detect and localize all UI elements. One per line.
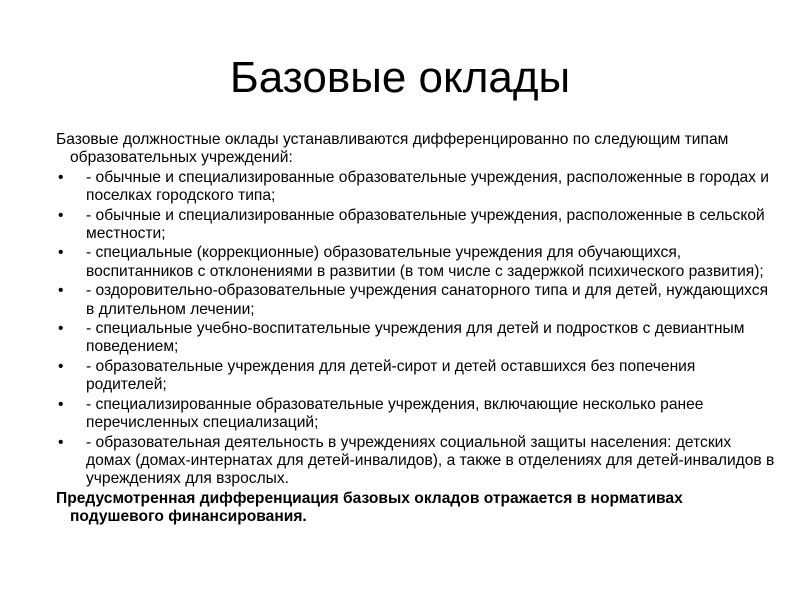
list-item [56, 207, 776, 244]
bullet-icon: • [58, 320, 64, 338]
list-item [56, 358, 776, 395]
intro-paragraph: Базовые должностные оклады устанавливаются дифференцированно по следующим типам образовательных учреждений: [56, 131, 729, 167]
conclusion-paragraph: Предусмотренная дифференциация базовых окладов отражается в нормативах подушевого финансирования. [56, 489, 683, 526]
list-item [56, 434, 776, 489]
bullet-icon: • [58, 282, 64, 300]
list-item [56, 244, 776, 281]
list-item [56, 320, 776, 357]
bullet-icon: • [58, 168, 64, 186]
bullet-list [56, 169, 776, 489]
list-item-text: - специализированные образовательные учреждения, включающие несколько ранее перечисленных специализаций; [86, 395, 704, 432]
bullet-icon: • [58, 244, 64, 262]
slide-title: Базовые оклады [229, 53, 571, 102]
list-item [56, 282, 776, 319]
bullet-icon: • [58, 357, 64, 375]
list-item [56, 169, 776, 206]
list-item-text: - образовательные учреждения для детей-сирот и детей оставшихся без попечения родителей; [86, 357, 696, 394]
slide-body [56, 131, 776, 527]
list-item-text: - оздоровительно-образовательные учреждения санаторного типа и для детей, нуждающихся в длительном лечении; [86, 282, 769, 318]
bullet-icon: • [58, 206, 64, 224]
bullet-icon: • [58, 433, 64, 451]
list-item [56, 396, 776, 433]
list-item-text: - образовательная деятельность в учреждениях социальной защиты населения: детских домах (домах-интернатах для детей-инвалидов), а также в отделениях для детей-инвалидов в учреждениях для взрослых. [86, 433, 775, 488]
list-item-text: - обычные и специализированные образовательные учреждения, расположенные в городах и поселках городского типа; [86, 168, 770, 205]
list-item-text: - специальные (коррекционные) образовательные учреждения для обучающихся, воспитанников с отклонениями в развитии (в том числе с задержкой психического развития); [86, 244, 764, 280]
bullet-icon: • [58, 395, 64, 413]
list-item-text: - обычные и специализированные образовательные учреждения, расположенные в сельской местности; [86, 206, 765, 243]
list-item-text: - специальные учебно-воспитательные учреждения для детей и подростков с девиантным поведением; [86, 320, 745, 356]
